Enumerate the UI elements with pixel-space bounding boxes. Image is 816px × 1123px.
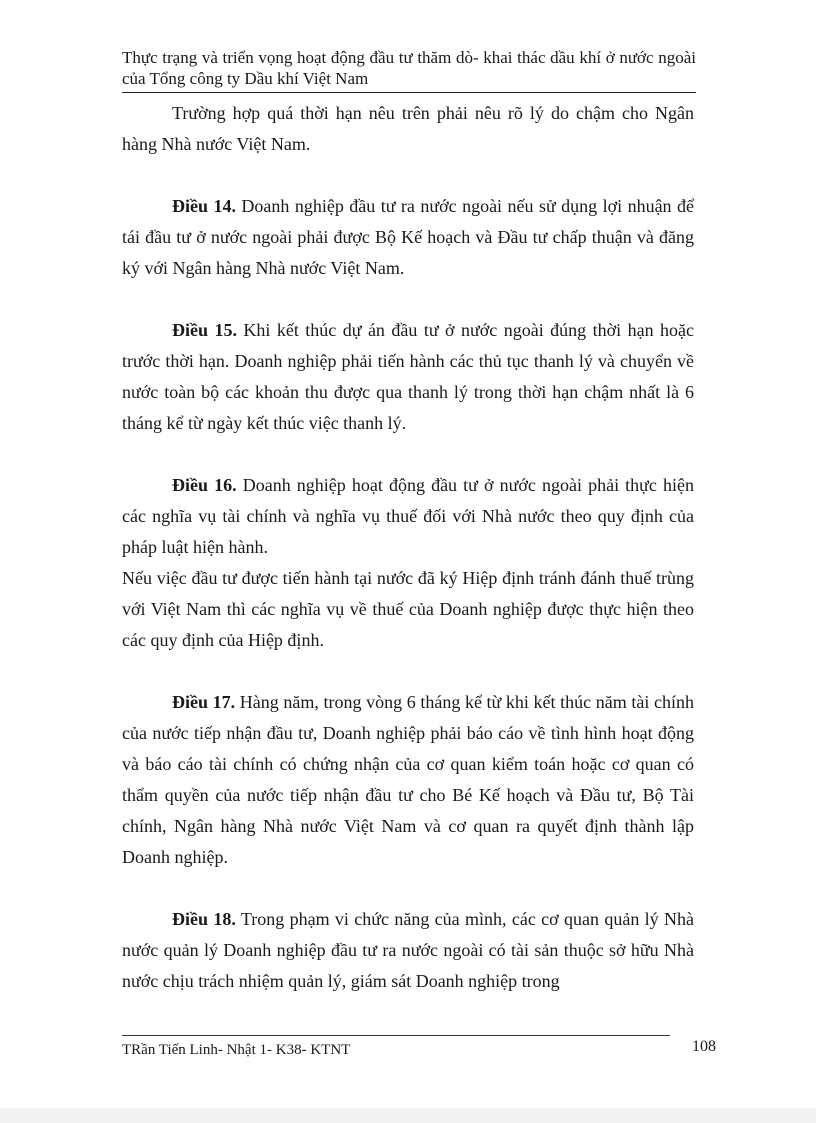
paragraph-text: Doanh nghiệp hoạt động đầu tư ở nước ngoài phải thực hiện các nghĩa vụ tài chính và nghĩa vụ thuế đối với Nhà nước theo quy định của pháp luật hiện hành.	[122, 475, 695, 557]
paragraph-text: Trường hợp quá thời hạn nêu trên phải nêu rõ lý do chậm cho Ngân hàng Nhà nước Việt Nam.	[122, 103, 694, 154]
paragraph-article-16	[122, 470, 694, 563]
page-bottom-band	[0, 1108, 816, 1123]
article-heading: Điều 14.	[172, 196, 236, 216]
paragraph-tax-treaty	[122, 563, 694, 656]
paragraph-text: Trong phạm vi chức năng của mình, các cơ quan quản lý Nhà nước quản lý Doanh nghiệp đầu tư ra nước ngoài có tài sản thuộc sở hữu Nhà nước chịu trách nhiệm quản lý, giám sát Doanh nghiệp trong	[122, 909, 695, 991]
paragraph-text: Khi kết thúc dự án đầu tư ở nước ngoài đúng thời hạn hoặc trước thời hạn. Doanh nghiệp phải tiến hành các thủ tục thanh lý và chuyển về nước toàn bộ các khoản thu được qua thanh lý trong thời hạn chậm nhất là 6 tháng kể từ ngày kết thúc việc thanh lý.	[122, 320, 695, 433]
paragraph-article-14	[122, 191, 694, 284]
running-header: Thực trạng và triển vọng hoạt động đầu tư thăm dò- khai thác dầu khí ở nước ngoài của Tổng công ty Dầu khí Việt Nam	[122, 48, 696, 88]
paragraph-article-18	[122, 904, 694, 997]
paragraph-text: Doanh nghiệp đầu tư ra nước ngoài nếu sử dụng lợi nhuận để tái đầu tư ở nước ngoài phải được Bộ Kế hoạch và Đầu tư chấp thuận và đăng ký với Ngân hàng Nhà nước Việt Nam.	[122, 196, 694, 278]
footer-divider	[122, 1035, 670, 1036]
page-number: 108	[692, 1038, 716, 1055]
paragraph-text: Nếu việc đầu tư được tiến hành tại nước đã ký Hiệp định tránh đánh thuế trùng với Việt Nam thì các nghĩa vụ về thuế của Doanh nghiệp được thực hiện theo các quy định của Hiệp định.	[122, 568, 694, 650]
header-divider	[122, 92, 696, 93]
paragraph-article-15	[122, 315, 694, 439]
article-heading: Điều 17.	[172, 692, 236, 712]
article-heading: Điều 15.	[172, 320, 237, 340]
article-heading: Điều 16.	[172, 475, 237, 495]
article-heading: Điều 18.	[172, 909, 236, 929]
footer-author: TRần Tiến Linh- Nhật 1- K38- KTNT	[122, 1042, 351, 1058]
document-body	[122, 98, 694, 997]
paragraph-text: Hàng năm, trong vòng 6 tháng kể từ khi kết thúc năm tài chính của nước tiếp nhận đầu tư, Doanh nghiệp phải báo cáo về tình hình hoạt động và báo cáo tài chính có chứng nhận của cơ quan kiểm toán hoặc cơ quan có thẩm quyền của nước tiếp nhận đầu tư cho Bé Kế hoạch và Đầu tư, Bộ Tài chính, Ngân hàng Nhà nước Việt Nam và cơ quan ra quyết định thành lập Doanh nghiệp.	[122, 692, 694, 867]
paragraph-article-17	[122, 687, 694, 873]
paragraph-continuation	[122, 98, 694, 160]
